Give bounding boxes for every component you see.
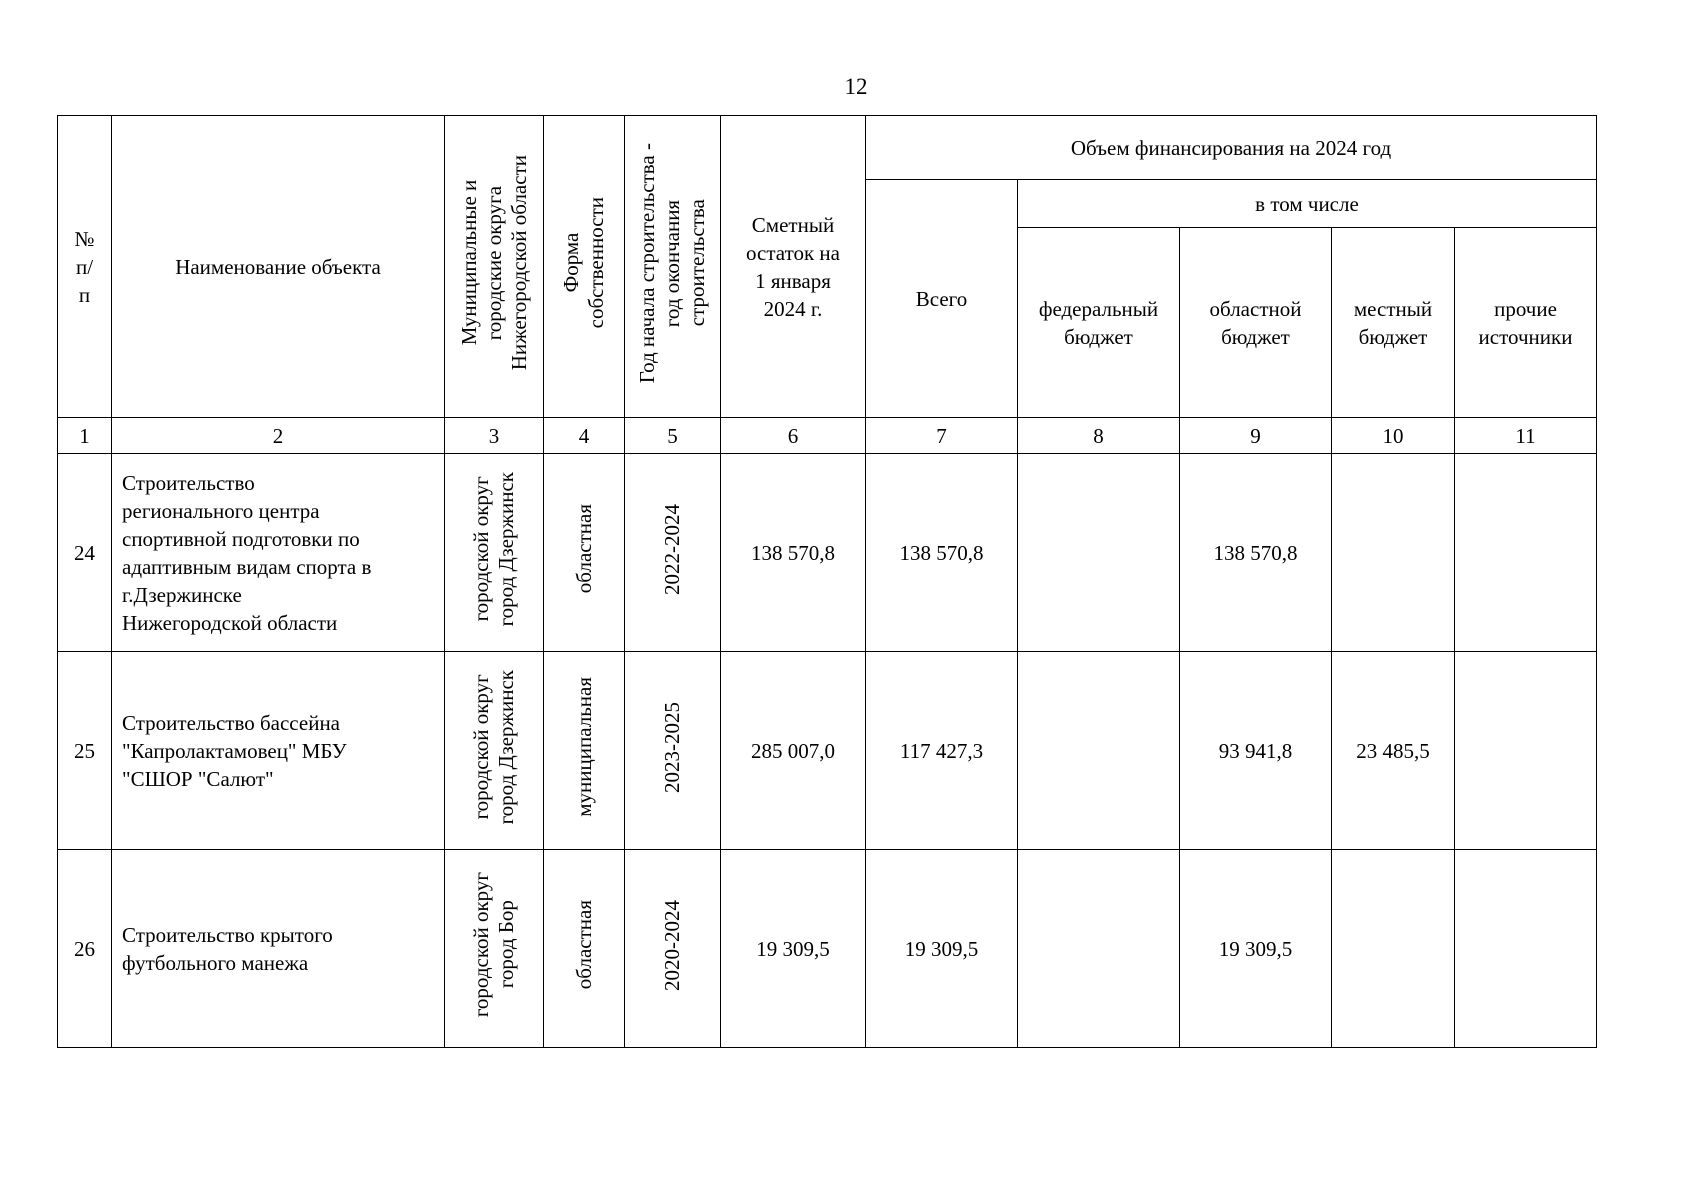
header-col-local: местный бюджет [1332, 228, 1455, 418]
municipality: городской округ город Дзержинск [445, 652, 544, 850]
local-budget [1332, 850, 1455, 1048]
estimated-balance: 138 570,8 [721, 454, 866, 652]
total-funding: 138 570,8 [866, 454, 1018, 652]
header-col-regional: областной бюджет [1180, 228, 1332, 418]
table-row [58, 454, 1597, 652]
row-number: 24 [58, 454, 112, 652]
header-col-name: Наименование объекта [112, 116, 445, 418]
other-sources [1455, 652, 1597, 850]
years: 2022-2024 [625, 454, 721, 652]
local-budget [1332, 454, 1455, 652]
column-number: 1 [58, 418, 112, 454]
years: 2020-2024 [625, 850, 721, 1048]
row-number: 26 [58, 850, 112, 1048]
total-funding: 19 309,5 [866, 850, 1018, 1048]
ownership: областная [544, 454, 625, 652]
regional-budget: 138 570,8 [1180, 454, 1332, 652]
municipality: городской округ город Бор [445, 850, 544, 1048]
header-col-years: Год начала строительства - год окончания строительства [625, 116, 721, 418]
header-col-estimated-balance: Сметный остаток на 1 января 2024 г. [721, 116, 866, 418]
page-number: 12 [844, 74, 868, 99]
ownership: областная [544, 850, 625, 1048]
column-number: 6 [721, 418, 866, 454]
header-col-number: № п/ п [58, 116, 112, 418]
ownership: муниципальная [544, 652, 625, 850]
header-row-1 [58, 116, 1597, 180]
regional-budget: 93 941,8 [1180, 652, 1332, 850]
column-number: 9 [1180, 418, 1332, 454]
column-number: 3 [445, 418, 544, 454]
column-number: 5 [625, 418, 721, 454]
header-funding-title: Объем финансирования на 2024 год [866, 116, 1597, 180]
header-col-federal: федеральный бюджет [1018, 228, 1180, 418]
total-funding: 117 427,3 [866, 652, 1018, 850]
federal-budget [1018, 652, 1180, 850]
column-number: 4 [544, 418, 625, 454]
object-name: Строительство крытого футбольного манежа [112, 850, 445, 1048]
local-budget: 23 485,5 [1332, 652, 1455, 850]
table-row [58, 850, 1597, 1048]
column-numbers-row [58, 418, 1597, 454]
financing-table [57, 115, 1597, 1048]
object-name: Строительство регионального центра спортивной подготовки по адаптивным видам спорта в г.Дзержинске Нижегородской области [112, 454, 445, 652]
header-col-total: Всего [866, 180, 1018, 418]
header-including: в том числе [1018, 180, 1597, 228]
row-number: 25 [58, 652, 112, 850]
header-col-municipality: Муниципальные и городские округа Нижегородской области [445, 116, 544, 418]
object-name: Строительство бассейна "Капролактамовец" МБУ "СШОР "Салют" [112, 652, 445, 850]
federal-budget [1018, 454, 1180, 652]
estimated-balance: 285 007,0 [721, 652, 866, 850]
municipality: городской округ город Дзержинск [445, 454, 544, 652]
federal-budget [1018, 850, 1180, 1048]
table-row [58, 652, 1597, 850]
estimated-balance: 19 309,5 [721, 850, 866, 1048]
header-col-other: прочие источники [1455, 228, 1597, 418]
column-number: 8 [1018, 418, 1180, 454]
column-number: 11 [1455, 418, 1597, 454]
column-number: 7 [866, 418, 1018, 454]
other-sources [1455, 850, 1597, 1048]
regional-budget: 19 309,5 [1180, 850, 1332, 1048]
column-number: 2 [112, 418, 445, 454]
column-number: 10 [1332, 418, 1455, 454]
other-sources [1455, 454, 1597, 652]
years: 2023-2025 [625, 652, 721, 850]
header-col-ownership: Форма собственности [544, 116, 625, 418]
